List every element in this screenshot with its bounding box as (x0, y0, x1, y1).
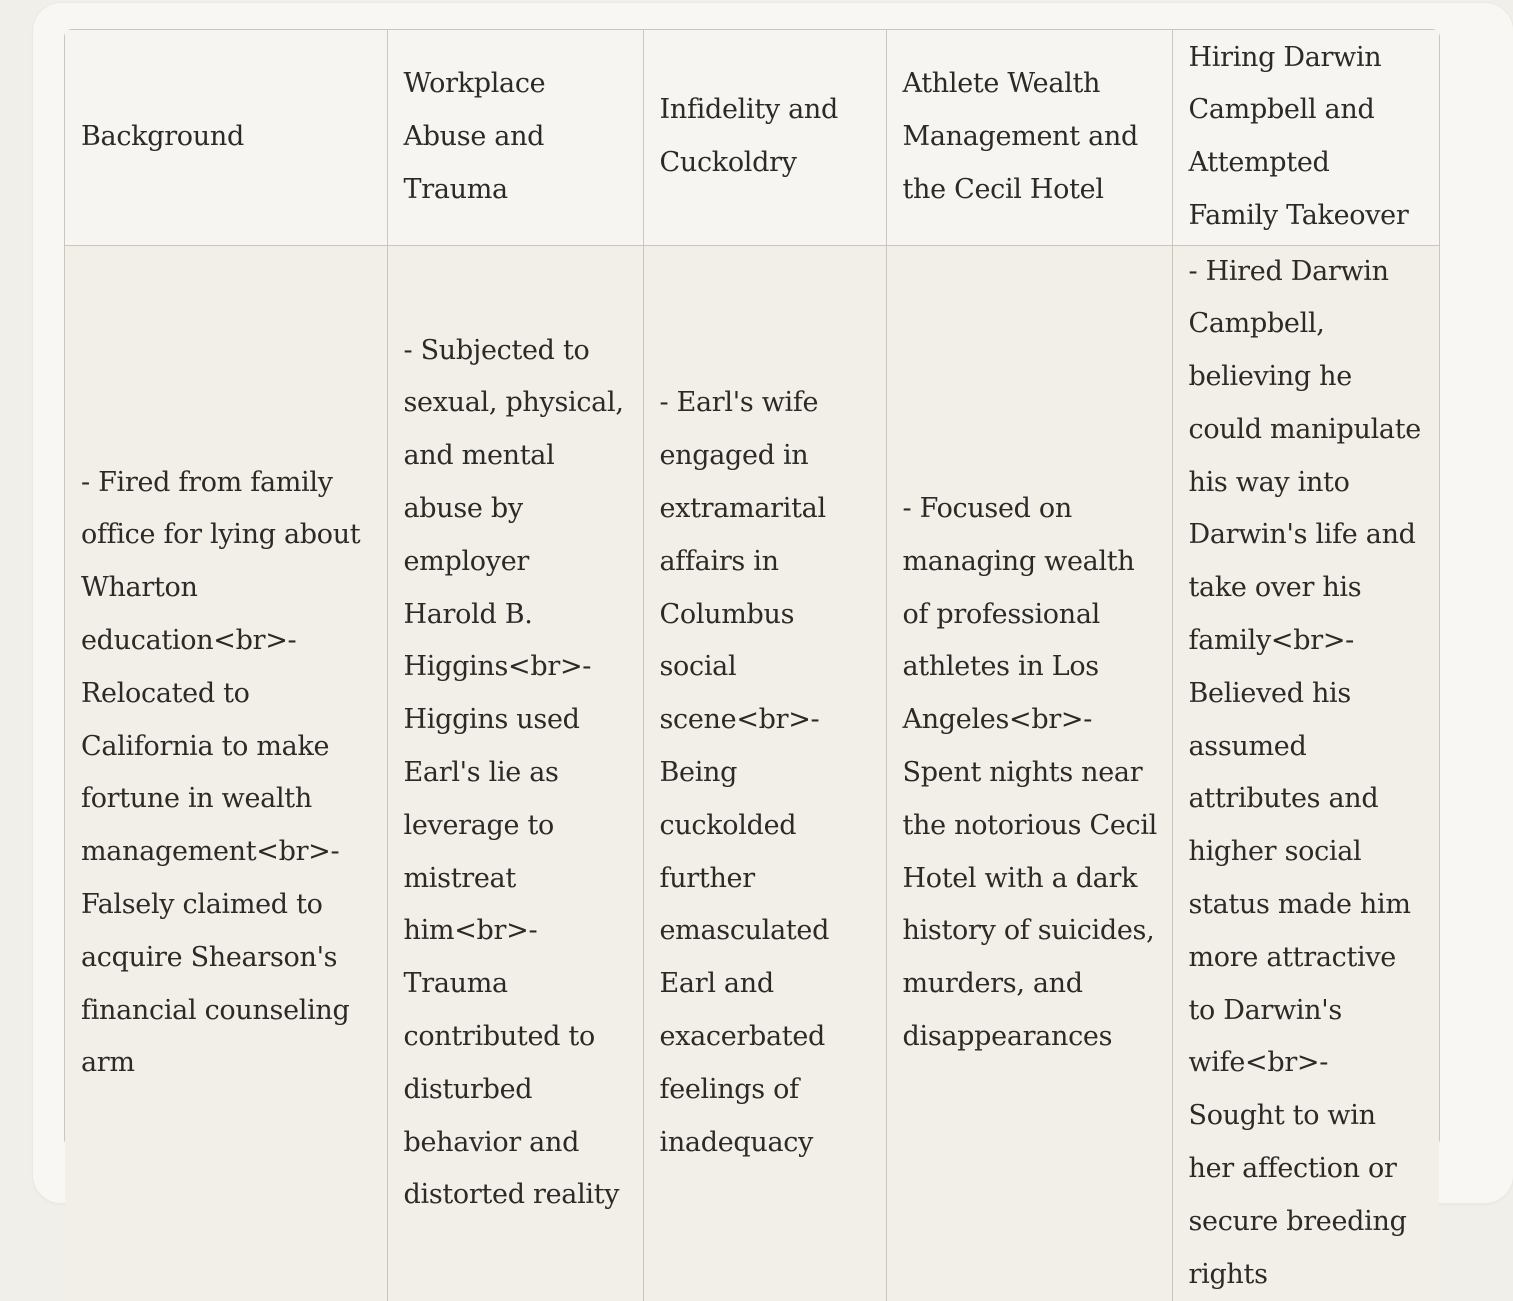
table-cell-athlete-wealth: - Focused on managing wealth of professional athletes in Los Angeles<br>- Spent nights near the notorious Cecil Hotel with a dark history of suicides, murders, and disappearances (886, 245, 1172, 1301)
column-header-infidelity: Infidelity and Cuckoldry (643, 30, 886, 245)
table-cell-infidelity: - Earl's wife engaged in extramarital affairs in Columbus social scene<br>- Being cuckolded further emasculated Earl and exacerbated feelings of inadequacy (643, 245, 886, 1301)
table-cell-background: - Fired from family office for lying about Wharton education<br>- Relocated to California to make fortune in wealth management<br>- Falsely claimed to acquire Shearson's financial counseling arm (65, 245, 387, 1301)
table-row (65, 245, 1439, 1301)
table-header (65, 30, 1439, 245)
column-header-hiring-darwin: Hiring Darwin Campbell and Attempted Family Takeover (1172, 30, 1439, 245)
column-header-workplace-abuse: Workplace Abuse and Trauma (387, 30, 643, 245)
table-cell-workplace-abuse: - Subjected to sexual, physical, and mental abuse by employer Harold B. Higgins<br>- Higgins used Earl's lie as leverage to mistreat him<br>- Trauma contributed to disturbed behavior and distorted reality (387, 245, 643, 1301)
column-header-background: Background (65, 30, 387, 245)
data-table (65, 30, 1439, 1301)
column-header-athlete-wealth: Athlete Wealth Management and the Cecil Hotel (886, 30, 1172, 245)
table-body (65, 245, 1439, 1301)
table-cell-hiring-darwin: - Hired Darwin Campbell, believing he could manipulate his way into Darwin's life and take over his family<br>- Believed his assumed attributes and higher social status made him more attractive to Darwin's wife<br>- Sought to win her affection or secure breeding rights (1172, 245, 1439, 1301)
data-table-container (64, 29, 1440, 1290)
header-row (65, 30, 1439, 245)
